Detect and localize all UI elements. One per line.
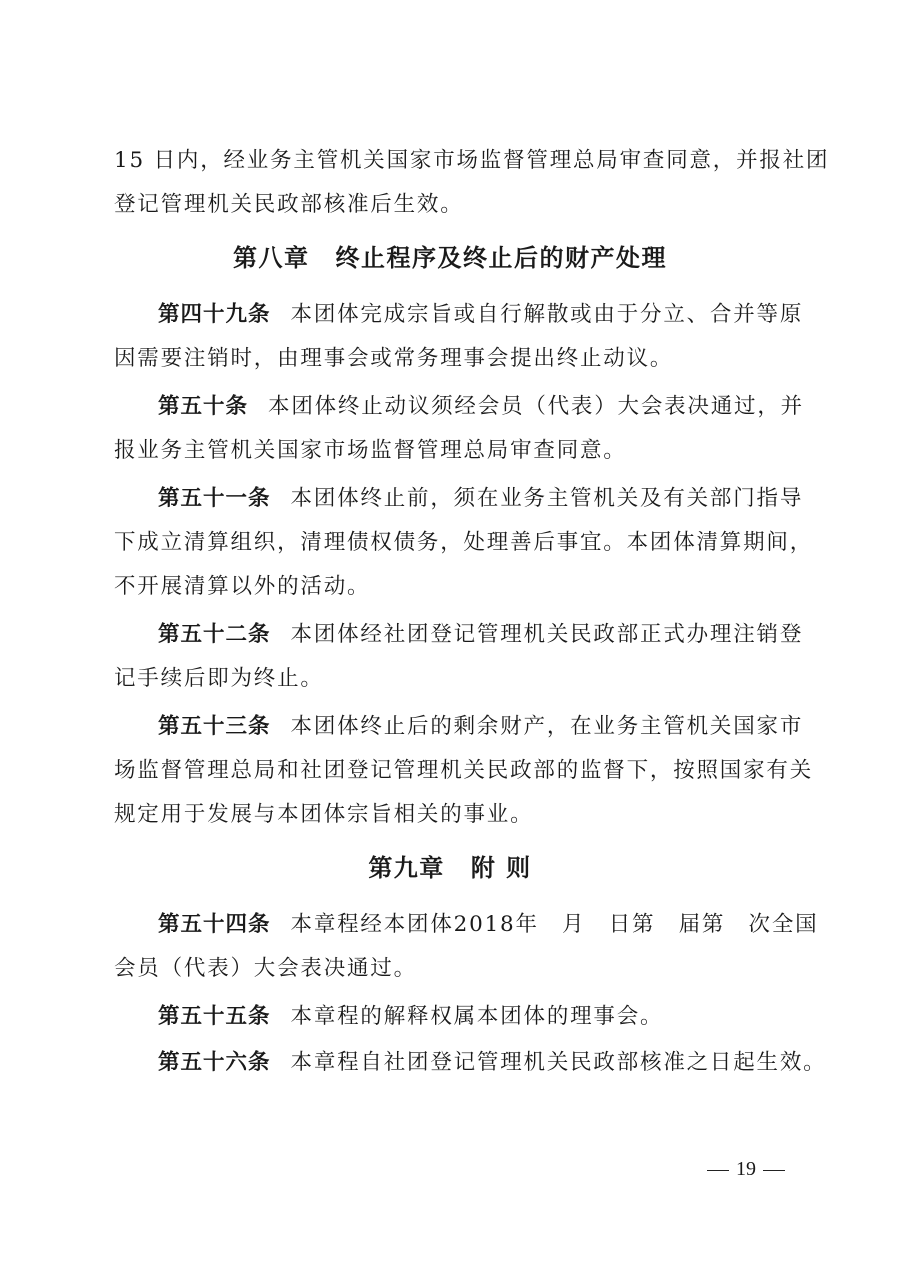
chapter-number: 第九章 <box>368 854 445 882</box>
article-text: 本团体完成宗旨或自行解散或由于分立、合并等原 <box>290 302 804 327</box>
article-51 <box>158 484 804 514</box>
article-text: 本章程自社团登记管理机关民政部核准之日起生效。 <box>290 1050 827 1075</box>
chapter-8-heading <box>0 242 900 274</box>
chapter-title: 终止程序及终止后的财产处理 <box>335 244 667 272</box>
article-label: 第五十条 <box>158 394 249 419</box>
article-label: 第四十九条 <box>158 302 271 327</box>
chapter-title: 附 则 <box>470 854 532 882</box>
article-55 <box>158 1002 786 1032</box>
text-line: 下成立清算组织，清理债权债务，处理善后事宜。本团体清算期间， <box>114 530 814 555</box>
article-49 <box>158 300 804 330</box>
article-54 <box>158 910 819 940</box>
article-56 <box>158 1048 827 1078</box>
text-line: 报业务主管机关国家市场监督管理总局审查同意。 <box>114 438 627 463</box>
dash-right <box>763 1170 785 1172</box>
article-text: 本团体终止动议须经会员（代表）大会表决通过，并 <box>268 394 804 419</box>
text-line: 场监督管理总局和社团登记管理机关民政部的监督下，按照国家有关 <box>114 758 814 783</box>
dash-left <box>707 1170 729 1172</box>
article-text: 本章程经本团体2018年 月 日第 届第 次全国 <box>290 912 819 937</box>
text-line: 15 日内，经业务主管机关国家市场监督管理总局审查同意，并报社团 <box>114 148 830 173</box>
article-text: 本团体经社团登记管理机关民政部正式办理注销登 <box>290 622 804 647</box>
page-number-value: 19 <box>736 1158 756 1180</box>
article-52 <box>158 620 804 650</box>
article-text: 本章程的解释权属本团体的理事会。 <box>290 1004 664 1029</box>
article-53 <box>158 712 804 742</box>
article-text: 本团体终止前，须在业务主管机关及有关部门指导 <box>290 486 804 511</box>
text-line: 因需要注销时，由理事会或常务理事会提出终止动议。 <box>114 346 674 371</box>
article-label: 第五十四条 <box>158 912 271 937</box>
article-label: 第五十一条 <box>158 486 271 511</box>
chapter-number: 第八章 <box>233 244 310 272</box>
article-label: 第五十二条 <box>158 622 271 647</box>
text-line: 不开展清算以外的活动。 <box>114 574 371 599</box>
chapter-9-heading <box>0 852 900 884</box>
article-50 <box>158 392 804 422</box>
text-line: 会员（代表）大会表决通过。 <box>114 956 417 981</box>
text-line: 记手续后即为终止。 <box>114 666 324 691</box>
article-label: 第五十五条 <box>158 1004 271 1029</box>
page-number <box>700 1156 790 1182</box>
text-line: 规定用于发展与本团体宗旨相关的事业。 <box>114 802 534 827</box>
article-label: 第五十六条 <box>158 1050 271 1075</box>
text-line: 登记管理机关民政部核准后生效。 <box>114 192 464 217</box>
article-text: 本团体终止后的剩余财产，在业务主管机关国家市 <box>290 714 804 739</box>
article-label: 第五十三条 <box>158 714 271 739</box>
